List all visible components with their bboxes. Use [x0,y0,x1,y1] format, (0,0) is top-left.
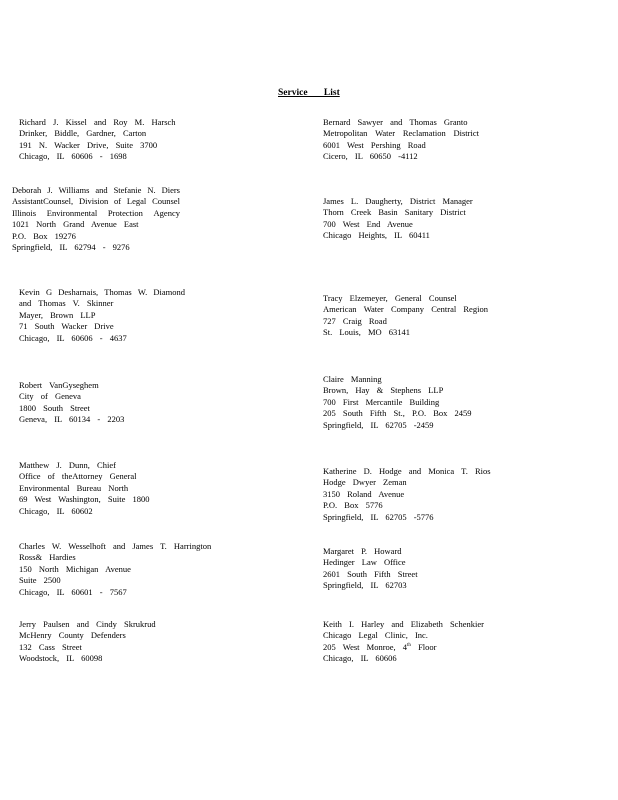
service-entry [323,619,484,665]
address-line: Chicago, IL 60601 - 7567 [19,586,127,597]
address-line: McHenry County Defenders [19,630,126,641]
address-line: Mayer, Brown LLP [19,309,96,320]
address-line: Thorn Creek Basin Sanitary District [323,207,466,218]
service-entry [323,117,479,163]
address-line: Chicago Legal Clinic, Inc. [323,630,428,641]
address-line: Geneva, IL 60134 - 2203 [19,414,125,425]
address-line: 700 First Mercantile Building [323,396,440,407]
address-line: Environmental Bureau North [19,482,129,493]
service-entry [323,293,488,339]
address-line: 69 West Washington, Suite 1800 [19,494,150,505]
address-line: 2601 South Fifth Street [323,568,418,579]
address-line: James L. Daugherty, District Manager [323,196,473,206]
address-line: Hodge Dwyer Zeman [323,477,407,488]
address-line: AssistantCounsel, Division of Legal Counsel [12,196,180,207]
address-line: St. Louis, MO 63141 [323,327,411,338]
page-title: Service List [278,88,340,98]
address-line: Drinker, Biddle, Gardner, Carton [19,128,147,139]
address-line: Springfield, IL 62705 -2459 [323,419,434,430]
address-line: Matthew J. Dunn, Chief [19,460,116,470]
address-line: Brown, Hay & Stephens LLP [323,385,444,396]
address-line: City of Geneva [19,391,81,402]
service-entry [19,460,149,517]
address-line: P.O. Box 19276 [12,230,76,241]
service-entry [19,541,211,598]
address-line: Richard J. Kissel and Roy M. Harsch [19,117,176,127]
address-line: Illinois Environmental Protection Agency [12,207,180,218]
address-line: 205 West Monroe, 4th Floor [323,641,437,652]
address-line: Chicago Heights, IL 60411 [323,230,430,241]
service-entry [19,287,185,344]
address-line: Metropolitan Water Reclamation District [323,128,479,139]
address-line: Tracy Elzemeyer, General Counsel [323,293,457,303]
service-entry [19,380,124,426]
address-line: Charles W. Wesselhoft and James T. Harrington [19,541,212,551]
address-line: Suite 2500 [19,575,61,586]
address-line: 71 South Wacker Drive [19,321,114,332]
address-line: 3150 Roland Avenue [323,488,405,499]
address-line: Cicero, IL 60650 -4112 [323,151,418,162]
address-line: Margaret P. Howard [323,546,402,556]
address-line: Claire Manning [323,374,382,384]
address-line: Chicago, IL 60606 [323,653,397,664]
address-line: 1800 South Street [19,402,90,413]
address-line: American Water Company Central Region [323,304,488,315]
service-entry [12,185,180,253]
address-line: Ross& Hardies [19,552,76,563]
address-line: 727 Craig Road [323,315,387,326]
ordinal-suffix: th [407,642,411,648]
address-line: Keith I. Harley and Elizabeth Schenkier [323,619,484,629]
address-line: 205 South Fifth St., P.O. Box 2459 [323,408,472,419]
address-line: Bernard Sawyer and Thomas Granto [323,117,468,127]
address-line: Springfield, IL 62703 [323,580,407,591]
address-line: Springfield, IL 62705 -5776 [323,511,434,522]
address-line: Springfield, IL 62794 - 9276 [12,242,130,253]
address-line: Kevin G Desharnais, Thomas W. Diamond [19,287,185,297]
address-line: Katherine D. Hodge and Monica T. Rios [323,466,491,476]
address-line: Woodstock, IL 60098 [19,653,103,664]
address-line: Chicago, IL 60602 [19,505,93,516]
address-line: 6001 West Pershing Road [323,139,426,150]
service-entry [19,117,176,163]
address-line: and Thomas V. Skinner [19,298,114,309]
service-entry [323,196,473,242]
service-entry [323,374,472,431]
address-line: Hedinger Law Office [323,557,406,568]
service-entry [323,546,418,592]
address-line: 132 Cass Street [19,641,82,652]
address-line: 191 N. Wacker Drive, Suite 3700 [19,139,158,150]
address-line: P.O. Box 5776 [323,500,383,511]
address-line: 1021 North Grand Avenue East [12,219,139,230]
service-entry [323,466,491,523]
address-line: Deborah J. Williams and Stefanie N. Diers [12,185,180,195]
address-line: Jerry Paulsen and Cindy Skrukrud [19,619,156,629]
address-line: Chicago, IL 60606 - 1698 [19,151,127,162]
address-line: 700 West End Avenue [323,218,413,229]
address-line: 150 North Michigan Avenue [19,563,131,574]
address-line: Robert VanGyseghem [19,380,99,390]
address-line: Chicago, IL 60606 - 4637 [19,332,127,343]
service-entry [19,619,156,665]
address-line: Office of theAttorney General [19,471,137,482]
